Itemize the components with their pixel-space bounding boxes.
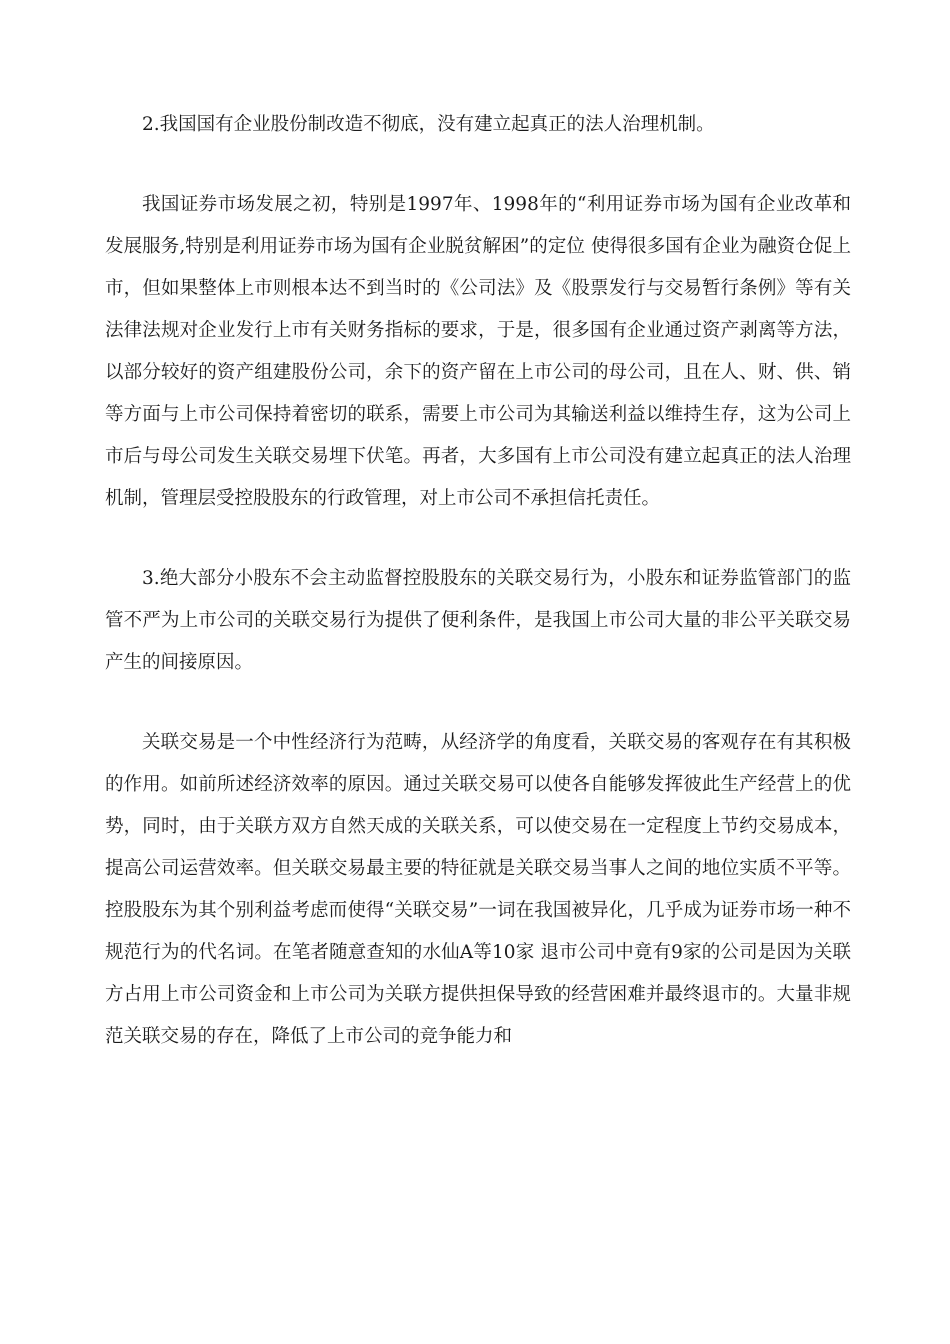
- paragraph-section-2: 2.我国国有企业股份制改造不彻底，没有建立起真正的法人治理机制。: [142, 114, 715, 135]
- paragraph-section-3: 3.绝大部分小股东不会主动监督控股股东的关联交易行为，小股东和证券监管部门的监管不严为上市公司的关联交易行为提供了便利条件，是我国上市公司大量的非公平关联交易产生的间接原因。: [105, 568, 851, 673]
- paragraph-related-transactions: 关联交易是一个中性经济行为范畴，从经济学的角度看，关联交易的客观存在有其积极的作用。如前所述经济效率的原因。通过关联交易可以使各自能够发挥彼此生产经营上的优势，同时，由于关联方双方自然天成的关联关系，可以使交易在一定程度上节约交易成本，提高公司运营效率。但关联交易最主要的特征就是关联交易当事人之间的地位实质不平等。控股股东为其个别利益考虑而使得“关联交易”一词在我国被异化，几乎成为证券市场一种不规范行为的代名词。在笔者随意查知的水仙A等10家 退市公司中竟有9家的公司是因为关联方占用上市公司资金和上市公司为关联方提供担保导致的经营困难并最终退市的。大量非规范关联交易的存在，降低了上市公司的竞争能力和: [105, 732, 851, 1047]
- document-body: [105, 104, 851, 1058]
- paragraph-securities-market-origin: 我国证券市场发展之初，特别是1997年、1998年的“利用证券市场为国有企业改革和发展服务,特别是利用证券市场为国有企业脱贫解困”的定位 使得很多国有企业为融资仓促上市，但如果整体上市则根本达不到当时的《公司法》及《股票发行与交易暂行条例》等有关法律法规对企业发行上市有关财务指标的要求，于是，很多国有企业通过资产剥离等方法，以部分较好的资产组建股份公司，余下的资产留在上市公司的母公司，且在人、财、供、销等方面与上市公司保持着密切的联系，需要上市公司为其输送利益以维持生存，这为公司上市后与母公司发生关联交易埋下伏笔。再者，大多国有上市公司没有建立起真正的法人治理机制，管理层受控股股东的行政管理，对上市公司不承担信托责任。: [105, 194, 851, 509]
